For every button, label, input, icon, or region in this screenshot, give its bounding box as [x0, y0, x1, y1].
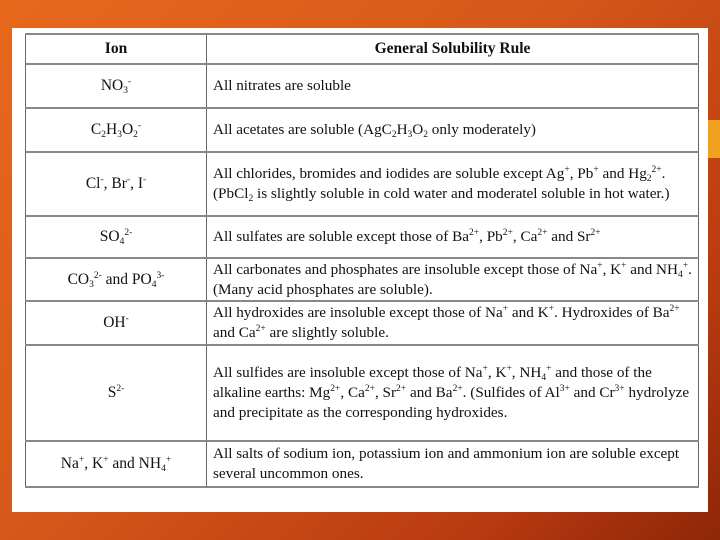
- superscript: 2+: [537, 228, 548, 238]
- superscript: +: [597, 260, 603, 271]
- rule-cell: All acetates are soluble ($AgC_2H_3O_2$ only moderately): [207, 108, 699, 152]
- superscript: +: [548, 304, 554, 314]
- subscript: 2: [101, 130, 106, 140]
- superscript: +: [682, 260, 689, 271]
- superscript: 2+: [502, 228, 513, 238]
- ion-cell: Na+, K+ and $NH_4^+$: [26, 441, 207, 487]
- superscript: 2+: [590, 228, 601, 238]
- superscript: -: [143, 175, 147, 185]
- subscript: 2: [391, 130, 397, 140]
- table-row: [26, 258, 699, 301]
- subscript: 4: [161, 464, 166, 474]
- table-row: [26, 108, 699, 152]
- table-row: [26, 64, 699, 108]
- superscript: +: [564, 165, 570, 175]
- rule-cell: All sulfates are soluble except those of $Ba^{2+}$, $Pb^{2+}$, $Ca^{2+}$ and $Sr^{2+}$: [207, 216, 699, 258]
- superscript: +: [78, 455, 85, 465]
- superscript: +: [165, 455, 172, 465]
- superscript: 2+: [330, 384, 341, 394]
- superscript: 3-: [156, 270, 165, 281]
- superscript: +: [621, 260, 627, 271]
- rule-cell: All hydroxides are insoluble except those of Na+ and K+. Hydroxides of $Ba^{2+}$ and $Ca^{2+}$ are slightly soluble.: [207, 301, 699, 345]
- ion-cell: Cl-, Br-, I-: [26, 152, 207, 216]
- superscript: 2+: [364, 384, 375, 394]
- superscript: 2-: [93, 270, 102, 281]
- superscript: -: [127, 77, 132, 87]
- superscript: -: [137, 121, 142, 131]
- superscript: +: [593, 165, 599, 175]
- ion-cell: $NO_3^-$: [26, 64, 207, 108]
- rule-cell: All chlorides, bromides and iodides are soluble except Ag+, Pb+ and $Hg_2^{2+}$. (PbCl$_2$ is slightly soluble in cold water and moderatel soluble in hot water.): [207, 152, 699, 216]
- rule-cell: All nitrates are soluble: [207, 64, 699, 108]
- ion-cell: $S^{2-}$: [26, 345, 207, 441]
- subscript: 2: [248, 194, 254, 204]
- rule-cell: All carbonates and phosphates are insoluble except those of Na+, K+ and $NH_4^+$. (Many acid phosphates are soluble).: [207, 258, 699, 301]
- subscript: 4: [151, 279, 157, 290]
- superscript: 2+: [651, 165, 662, 175]
- table-row: [26, 345, 699, 441]
- table-row: [26, 152, 699, 216]
- table-row: [26, 301, 699, 345]
- superscript: 2+: [469, 228, 480, 238]
- superscript: 2+: [255, 324, 266, 334]
- slide-panel: [12, 28, 708, 512]
- ion-cell: $C_2H_3O_2^-$: [26, 108, 207, 152]
- subscript: 2: [423, 130, 428, 140]
- rule-cell: All salts of sodium ion, potassium ion and ammonium ion are soluble except several uncommon ones.: [207, 441, 699, 487]
- superscript: 2-: [124, 228, 133, 238]
- superscript: +: [502, 304, 509, 314]
- subscript: 4: [677, 269, 683, 280]
- subscript: 4: [119, 237, 125, 247]
- table-row: [26, 216, 699, 258]
- superscript: 2-: [116, 384, 125, 394]
- subscript: 2: [646, 174, 652, 184]
- ion-cell: OH-: [26, 301, 207, 345]
- subscript: 2: [133, 130, 138, 140]
- subscript: 3: [407, 130, 413, 140]
- superscript: 3+: [559, 384, 570, 394]
- header-ion: Ion: [26, 34, 207, 64]
- superscript: 2+: [452, 384, 463, 394]
- solubility-rules-table: [25, 33, 699, 488]
- superscript: -: [125, 314, 129, 324]
- superscript: +: [506, 364, 512, 374]
- table-row: [26, 441, 699, 487]
- superscript: -: [126, 175, 131, 185]
- superscript: 2+: [396, 384, 407, 394]
- ion-cell: $CO_3^{2-}$ and $PO_4^{3-}$: [26, 258, 207, 301]
- superscript: +: [546, 364, 552, 374]
- superscript: +: [482, 364, 488, 374]
- subscript: 3: [89, 279, 94, 290]
- superscript: 3+: [614, 384, 625, 394]
- superscript: +: [103, 455, 109, 465]
- subscript: 3: [123, 86, 128, 96]
- rule-cell: All sulfides are insoluble except those of Na+, K+, $NH_4^+$ and those of the alkaline earths: $Mg^{2+}$, $Ca^{2+}$, $Sr^{2+}$ and $Ba^{2+}$. (Sulfides of $Al^{3+}$ and $Cr^{3+}$ hydrolyze and precipitate as the corresponding hydroxides.: [207, 345, 699, 441]
- superscript: 2+: [669, 304, 680, 314]
- subscript: 4: [541, 373, 547, 383]
- subscript: 3: [117, 130, 122, 140]
- superscript: -: [100, 175, 104, 185]
- table-header-row: [26, 34, 699, 64]
- ion-cell: $SO_4^{2-}$: [26, 216, 207, 258]
- header-rule: General Solubility Rule: [207, 34, 699, 64]
